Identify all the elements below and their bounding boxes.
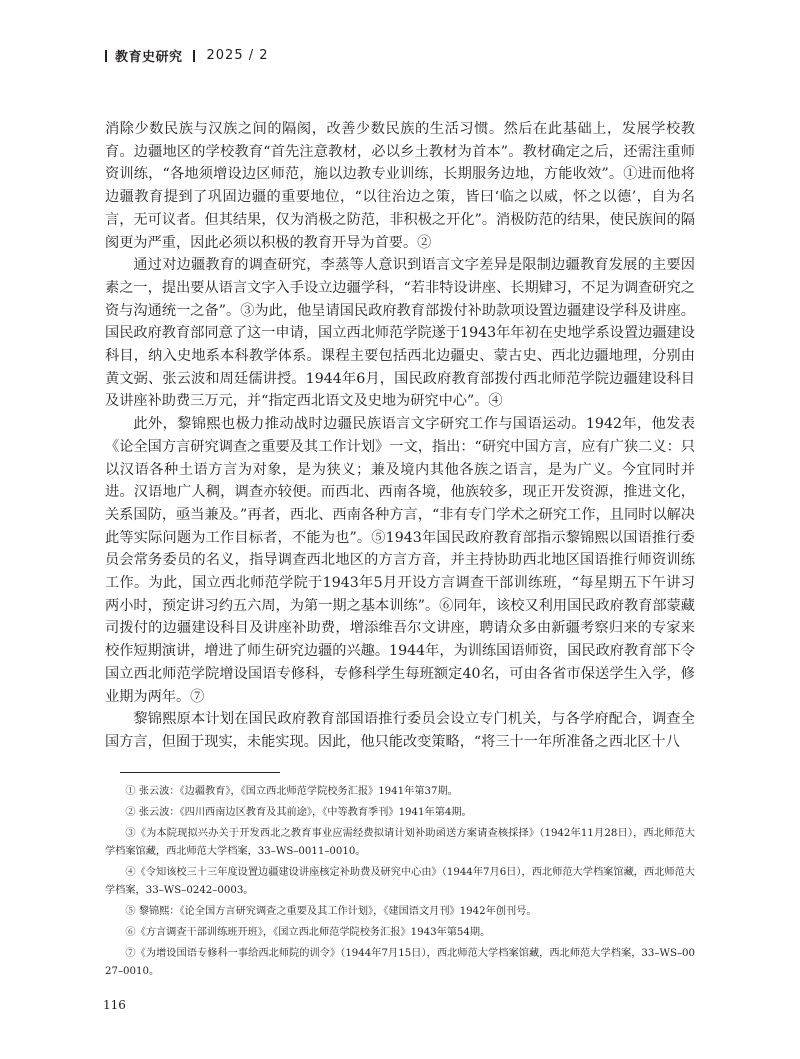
paragraph: 通过对边疆教育的调查研究，李蒸等人意识到语言文字差异是限制边疆教育发展的主要因素之一，提出要从语言文字入手设立边疆学科，“若非特设讲座、长期肄习，不足为调查研究之资与沟通统一之备”。③为此，他呈请国民政府教育部拨付补助款项设置边疆建设学科及讲座。国民政府教育部同意了这一申请，国立西北师范学院遂于1943年年初在史地学系设置边疆建设科目，纳入史地系本科教学体系。课程主要包括西北边疆史、蒙古史、西北边疆地理，分别由黄文弼、张云波和周廷儒讲授。1944年6月，国民政府教育部拨付西北师范学院边疆建设科目及讲座补助费三万元，并“指定西北语文及史地为研究中心”。④ xyxy=(105,257,695,410)
article-body xyxy=(105,118,695,754)
issue-number: 2025 / 2 xyxy=(206,48,269,63)
page-number: 116 xyxy=(103,998,126,1012)
footnote: ① 张云波：《边疆教育》，《国立西北师范学院校务汇报》1941年第37期。 xyxy=(125,786,458,797)
header-divider-right xyxy=(193,50,195,62)
running-header xyxy=(105,46,269,65)
paragraph: 消除少数民族与汉族之间的隔阂，改善少数民族的生活习惯。然后在此基础上，发展学校教育。边疆地区的学校教育“首先注意教材，必以乡土教材为首本”。教材确定之后，还需注重师资训练，“各地须增设边区师范，施以边教专业训练，长期服务边地，方能收效”。①进而他将边疆教育提到了巩固边疆的重要地位，“以往治边之策，皆曰‘临之以威，怀之以德’，自为名言，无可议者。但其结果，仅为消极之防范，非积极之开化”。消极防范的结果，使民族间的隔阂更为严重，因此必须以积极的教育开导为首要。② xyxy=(105,121,695,251)
header-divider-left xyxy=(105,50,107,62)
footnotes xyxy=(105,783,695,984)
paragraph: 此外，黎锦熙也极力推动战时边疆民族语言文字研究工作与国语运动。1942年，他发表《论全国方言研究调查之重要及其工作计划》一文，指出：“研究中国方言，应有广狭二义：只以汉语各种土语方言为对象，是为狭义；兼及境内其他各族之语言，是为广义。今宜同时并进。汉语地广人稠，调查亦较便。而西北、西南各境，他族较多，现正开发资源，推进文化，关系国防，亟当兼及。”再者，西北、西南各种方言，“非有专门学术之研究工作，且同时以解决此等实际问题为工作目标者，不能为也”。⑤1943年国民政府教育部指示黎锦熙以国语推行委员会常务委员的名义，指导调查西北地区的方言方音，并主持协助西北地区国语推行师资训练工作。为此，国立西北师范学院于1943年5月开设方言调查干部训练班，“每星期五下午讲习两小时，预定讲习约五六周，为第一期之基本训练”。⑥同年，该校又利用国民政府教育部蒙藏司拨付的边疆建设科目及讲座补助费，增添维吾尔文讲座，聘请众多由新疆考察归来的专家来校作短期演讲，增进了师生研究边疆的兴趣。1944年，为训练国语师资，国民政府教育部下令国立西北师范学院增设国语专修科，专修科学生每班额定40名，可由各省市保送学生入学，修业期为两年。⑦ xyxy=(105,416,695,705)
footnote: ⑦《为增设国语专修科一事给西北师院的训令》（1944年7月15日），西北师范大学档案馆藏，西北师范大学档案，33–WS–0027–0010。 xyxy=(105,948,695,977)
footnote: ④《令知该校三十三年度设置边疆建设讲座核定补助费及研究中心由》（1944年7月6日），西北师范大学档案馆藏，西北师范大学档案，33–WS–0242–0003。 xyxy=(105,867,695,896)
footnote: ⑤ 黎锦熙：《论全国方言研究调查之重要及其工作计划》，《建国语文月刊》1942年创刊号。 xyxy=(125,906,537,917)
footnote-separator xyxy=(120,772,280,773)
paragraph: 黎锦熙原本计划在国民政府教育部国语推行委员会设立专门机关，与各学府配合，调查全国方言，但囿于现实，未能实现。因此，他只能改变策略，“将三十一年所准备之西北区十八 xyxy=(105,711,695,750)
journal-title: 教育史研究 xyxy=(115,50,183,65)
footnote: ② 张云波：《四川西南边区教育及其前途》，《中等教育季刊》1941年第4期。 xyxy=(125,807,472,818)
footnote: ③《为本院现拟兴办关于开发西北之教育事业应需经费拟请计划补助函送方案请查核採择》（1942年11月28日），西北师范大学档案馆藏，西北师范大学档案，33–WS–0011–0010。 xyxy=(105,828,695,857)
footnote: ⑥《方言调查干部训练班开班》，《国立西北师范学院校务汇报》1943年第54期。 xyxy=(125,927,491,938)
